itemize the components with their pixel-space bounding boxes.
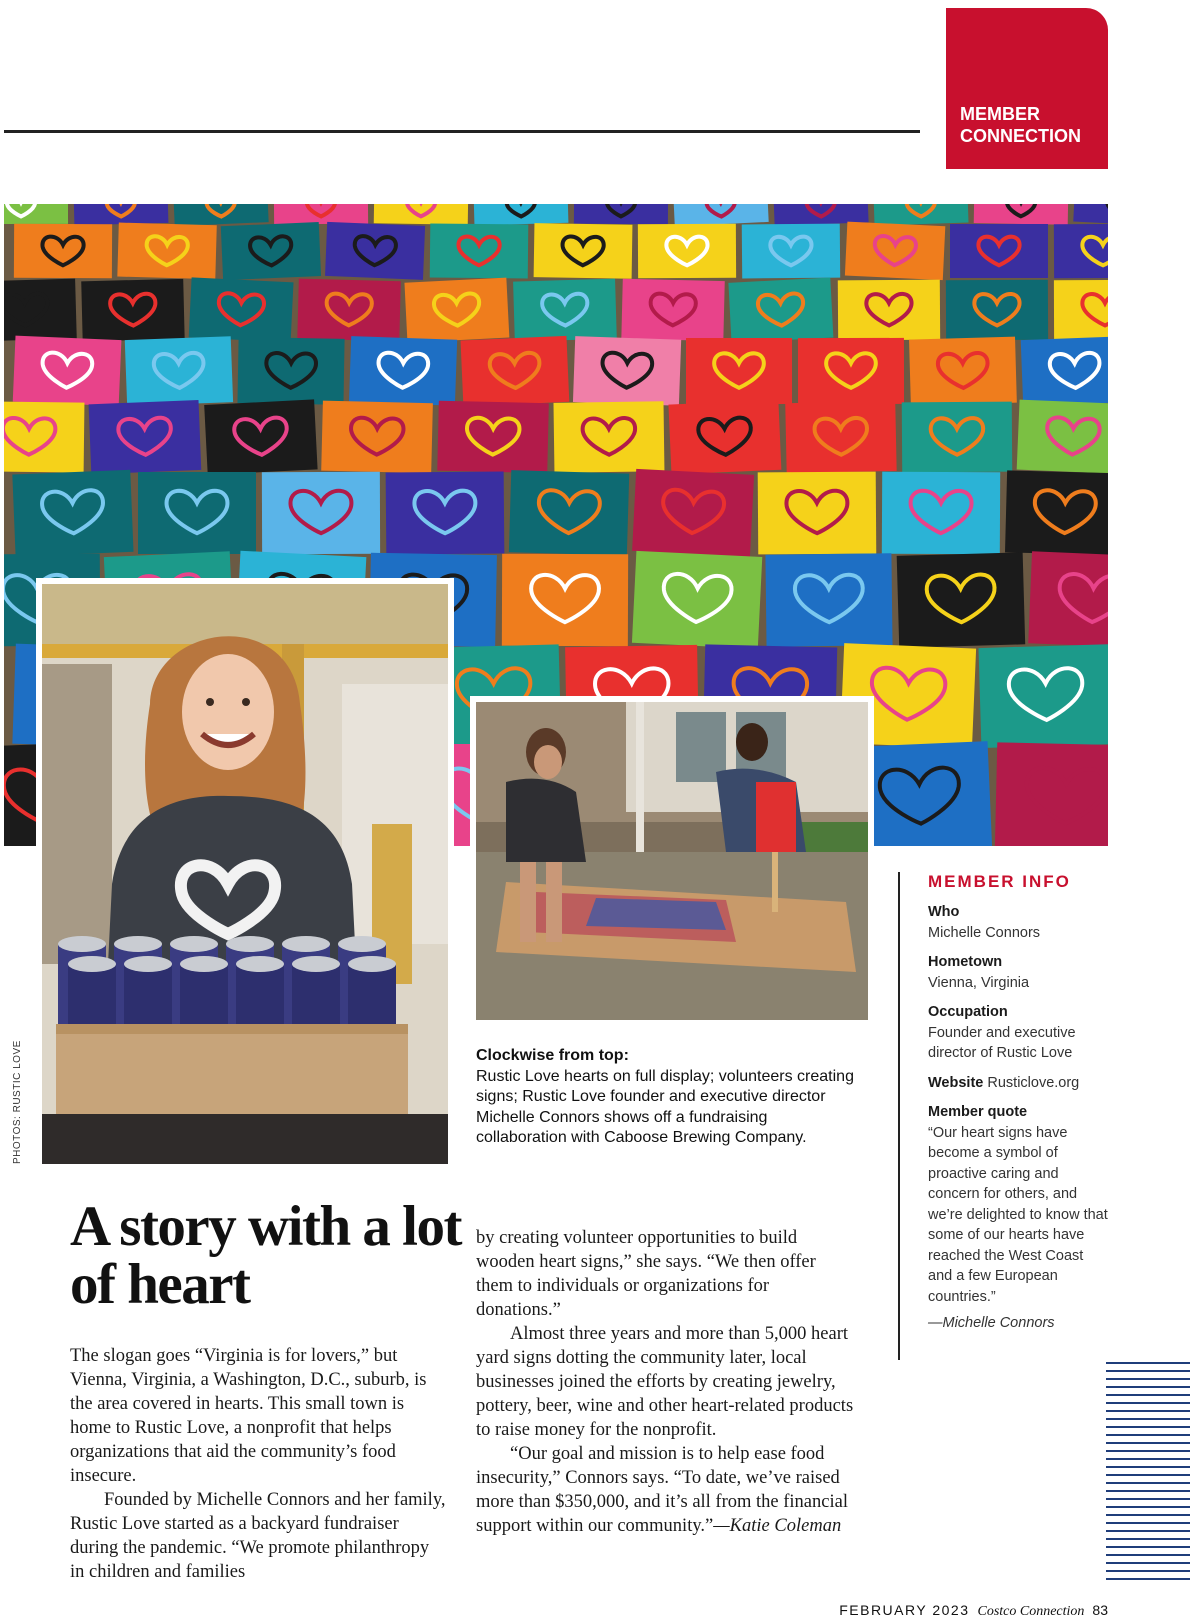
heart-sign — [173, 204, 268, 226]
heart-sign — [902, 402, 1012, 473]
article-column-2 — [476, 1226, 856, 1538]
heart-sign — [4, 279, 77, 342]
founder-photo — [42, 584, 448, 1164]
heart-sign — [950, 224, 1048, 278]
heart-sign — [4, 401, 84, 472]
heart-sign — [237, 337, 344, 405]
heart-sign — [274, 204, 368, 224]
heart-sign — [553, 401, 664, 473]
article-column-1 — [70, 1344, 448, 1584]
heart-sign — [89, 400, 202, 474]
footer-date: FEBRUARY 2023 — [839, 1602, 970, 1618]
heart-sign — [73, 204, 168, 225]
heart-sign — [502, 554, 628, 646]
occupation-label: Occupation — [928, 1004, 1008, 1020]
heart-sign — [632, 469, 754, 557]
heart-sign — [386, 472, 505, 555]
heart-sign — [262, 472, 380, 554]
heart-sign — [995, 742, 1108, 846]
website-value[interactable]: Rusticlove.org — [987, 1074, 1080, 1091]
article-headline: A story with a lot of heart — [70, 1195, 461, 1316]
website-label: Website — [928, 1074, 984, 1091]
beer-can-lid — [348, 956, 396, 972]
heart-sign — [742, 224, 840, 279]
heart-sign — [1005, 470, 1108, 555]
heart-sign — [686, 338, 792, 404]
hometown-label: Hometown — [928, 954, 1003, 970]
heart-sign — [513, 279, 617, 342]
heart-sign — [573, 336, 681, 406]
beer-can-lid — [338, 936, 386, 952]
heart-sign — [321, 401, 433, 474]
heart-sign — [12, 470, 133, 557]
heart-sign — [138, 472, 256, 554]
member-info-who — [928, 902, 1108, 943]
heart-sign — [897, 552, 1026, 647]
heart-sign — [574, 204, 668, 224]
beer-can-lid — [170, 936, 218, 952]
quote-text: “Our heart signs have become a symbol of proactive caring and concern for others, and we’re delighted to know that some of our hearts have reached the West Coast and a few European countries.” — [928, 1124, 1108, 1305]
footer-magazine: Costco Connection — [977, 1604, 1085, 1619]
member-info-sidebar — [898, 872, 1108, 1360]
heart-sign — [349, 336, 457, 406]
page-number: 83 — [1092, 1602, 1108, 1618]
heart-sign — [728, 278, 833, 343]
heart-sign — [765, 553, 892, 647]
heart-sign — [873, 204, 968, 226]
quote-label: Member quote — [928, 1104, 1028, 1120]
heart-sign — [437, 401, 549, 473]
heart-sign — [1054, 280, 1108, 340]
volunteers-photo-frame — [470, 696, 874, 1026]
heart-sign — [509, 470, 629, 555]
hometown-value: Vienna, Virginia — [928, 974, 1030, 991]
top-rule — [4, 130, 920, 133]
beer-can-lid — [124, 956, 172, 972]
heart-sign — [978, 644, 1108, 748]
quote-attribution: —Michelle Connors — [928, 1315, 1055, 1331]
article-paragraph: The slogan goes “Virginia is for lovers,” but Vienna, Virginia, a Washington, D.C., suburb, is the area covered in hearts. This small town is home to Rustic Love, a nonprofit that helps organizations that aid the community’s food insecure. — [70, 1346, 427, 1486]
heart-sign — [673, 204, 769, 226]
heart-sign — [974, 204, 1069, 225]
member-info-website — [928, 1073, 1108, 1094]
article-paragraph: Founded by Michelle Connors and her family, Rustic Love started as a backyard fundraiser during the pandemic. “We promote philanthropy in children and families — [70, 1490, 446, 1582]
heart-sign — [798, 338, 904, 404]
section-tab-line2: CONNECTION — [960, 126, 1081, 146]
who-label: Who — [928, 904, 960, 920]
section-tab-line1: MEMBER — [960, 104, 1040, 124]
heart-sign — [4, 204, 68, 224]
heart-sign — [430, 223, 529, 278]
heart-sign — [461, 336, 570, 407]
heart-sign — [325, 222, 425, 280]
heart-sign — [1021, 336, 1108, 406]
heart-sign — [1054, 224, 1108, 279]
heart-sign — [189, 277, 294, 342]
heart-sign — [473, 204, 568, 225]
heart-sign — [125, 336, 233, 406]
beer-can-lid — [292, 956, 340, 972]
member-info-hometown — [928, 952, 1108, 993]
member-info-quote — [928, 1102, 1108, 1334]
heart-sign — [946, 280, 1048, 341]
beer-can-lid — [236, 956, 284, 972]
heart-sign — [534, 223, 633, 279]
beer-can-lid — [180, 956, 228, 972]
founder-photo-frame — [36, 578, 454, 1164]
heart-sign — [1028, 551, 1108, 648]
caption-text: Rustic Love hearts on full display; volunteers creating signs; Rustic Love founder and executive director Michelle Connors shows off a fundraising collaboration with Caboose Brewing Company. — [476, 1067, 854, 1146]
heart-sign — [845, 222, 945, 281]
occupation-value: Founder and executive director of Rustic Love — [928, 1024, 1076, 1061]
heart-sign — [117, 223, 216, 280]
member-info-occupation — [928, 1002, 1108, 1064]
heart-sign — [909, 337, 1017, 406]
decorative-stripes — [1106, 1362, 1190, 1582]
heart-sign — [1073, 204, 1108, 226]
heart-sign — [668, 400, 781, 475]
article-paragraph: Almost three years and more than 5,000 heart yard signs dotting the community later, local businesses joined the efforts by creating jewelry, pottery, beer, wine and other heart-related products to raise money for the nonprofit. — [476, 1324, 854, 1440]
heart-sign — [1017, 400, 1108, 475]
article-paragraph: “Our goal and mission is to help ease food insecurity,” Connors says. “To date, we’ve raised more than $350,000, and it’s all from the financial support within our community.” — [476, 1444, 848, 1536]
article-paragraph: by creating volunteer opportunities to build wooden heart signs,” she says. “We then offer them to individuals or organizations for donations.” — [476, 1228, 816, 1320]
heart-sign — [14, 224, 112, 279]
beer-can-lid — [114, 936, 162, 952]
heart-sign — [632, 551, 762, 649]
heart-sign — [404, 278, 509, 343]
beer-can-lid — [58, 936, 106, 952]
section-tab — [946, 8, 1108, 169]
beer-can-lid — [68, 956, 116, 972]
heart-sign — [297, 279, 401, 342]
beer-can-lid — [282, 936, 330, 952]
member-info-title: MEMBER INFO — [928, 872, 1071, 891]
photo-credit: PHOTOS: RUSTIC LOVE — [12, 1040, 23, 1164]
who-value: Michelle Connors — [928, 924, 1041, 941]
heart-sign — [13, 336, 122, 406]
page-footer — [839, 1602, 1108, 1620]
heart-sign — [81, 279, 184, 341]
heart-sign — [785, 401, 896, 473]
founder-illustration — [42, 584, 448, 1164]
heart-sign — [621, 279, 724, 341]
beer-can-lid — [226, 936, 274, 952]
article-byline: —Katie Coleman — [713, 1516, 842, 1536]
heart-sign — [758, 472, 877, 555]
photo-caption — [476, 1046, 856, 1149]
heart-sign — [882, 472, 1000, 555]
heart-sign — [638, 224, 736, 279]
heart-sign — [374, 204, 469, 225]
heart-sign — [221, 222, 321, 280]
section-tab-label — [960, 103, 1100, 147]
volunteers-illustration — [476, 702, 868, 1020]
heart-sign — [204, 399, 317, 474]
heart-sign — [838, 280, 940, 341]
volunteers-photo — [476, 702, 868, 1020]
caption-heading: Clockwise from top: — [476, 1047, 629, 1064]
